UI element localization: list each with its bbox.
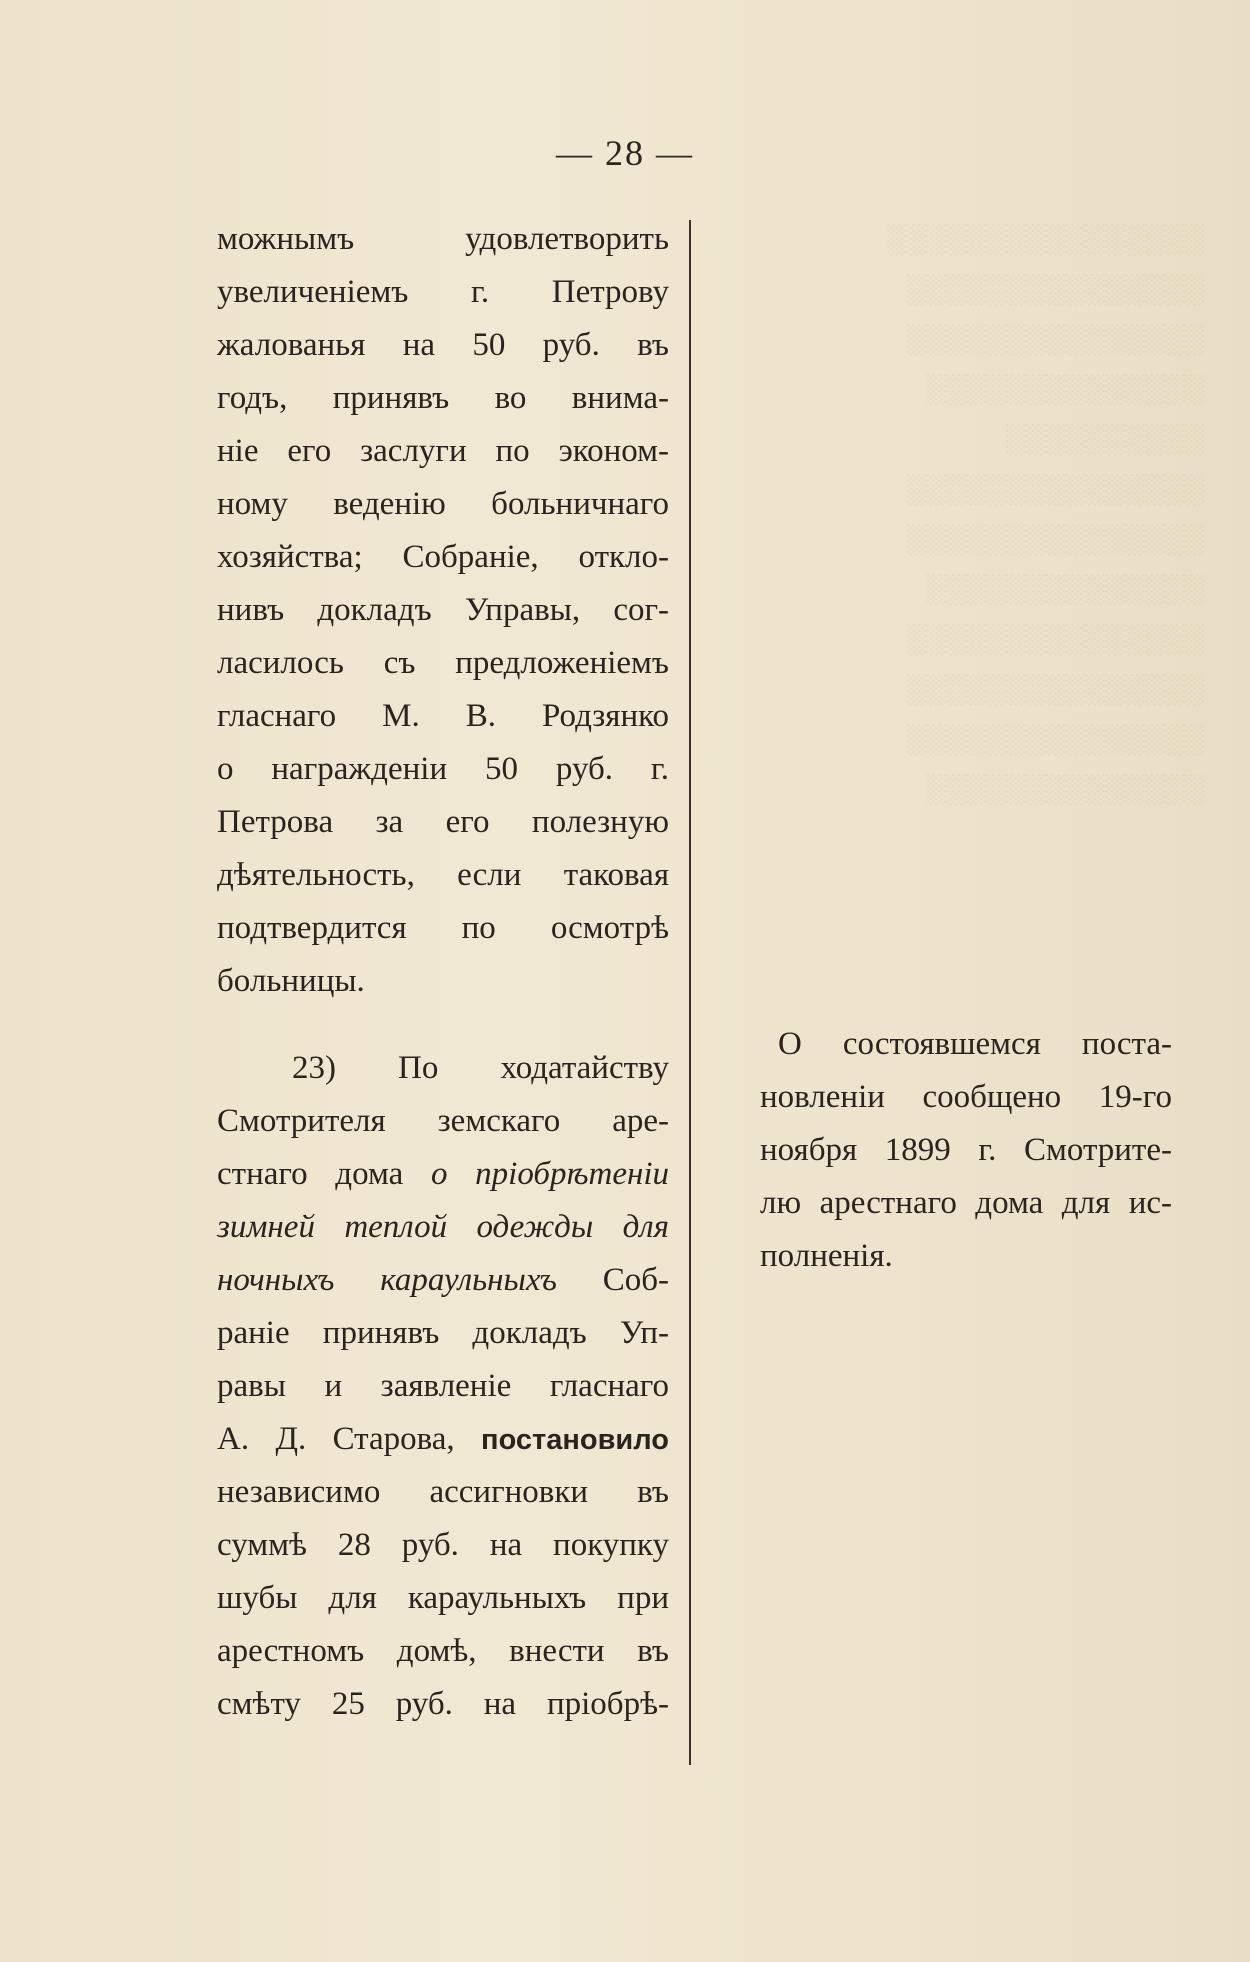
left-column (217, 213, 669, 1731)
text-line: нивъ докладъ Управы, сог- (217, 592, 669, 628)
text-line: смѣту 25 руб. на пріобрѣ- (217, 1686, 669, 1722)
text-line: суммѣ 28 руб. на покупку (217, 1527, 669, 1563)
italic-segment: ночныхъ караульныхъ (217, 1262, 557, 1298)
text-line: ніе его заслуги по эконом- (217, 433, 669, 469)
text-line: можнымъ удовлетворить (217, 221, 669, 257)
text-segment: Соб- (556, 1262, 669, 1298)
text-line: арестномъ домѣ, внести въ (217, 1633, 669, 1669)
text-line: равы и заявленіе гласнаго (217, 1368, 669, 1404)
text-line (217, 1413, 669, 1466)
text-segment: стнаго дома (217, 1156, 431, 1192)
text-line: ласилось съ предложеніемъ (217, 645, 669, 681)
text-line (217, 1148, 669, 1201)
text-line: дѣятельность, если таковая (217, 857, 669, 893)
text-line: жалованья на 50 руб. въ (217, 327, 669, 363)
text-line: О состоявшемся поста- (778, 1026, 1172, 1062)
text-line: больницы. (217, 963, 365, 999)
text-line: раніе принявъ докладъ Уп- (217, 1315, 669, 1351)
text-line: ному веденію больничнаго (217, 486, 669, 522)
text-line: 23) По ходатайству (292, 1050, 669, 1086)
column-divider (689, 220, 691, 1765)
text-line: независимо ассигновки въ (217, 1474, 669, 1510)
bleed-through-text: ░░░░░░░░░░░░░░░░ ░░░░░░░░░░░░░░░ ░░░░░░░░░░░░░░░ ░░░░░░░░░░░░░░ ░░░░░░░░░░ ░░░░░░░░░░░░░░░ ░░░░░░░░░░░░░░░ ░░░░░░░░░░░░░░ ░░░░░░░░░░░░░░░ ░░░░░░░░░░░░░░░ ░░░░░░░░░░░░░░░ ░░░░░░░░░░░░░░ (887, 224, 1205, 805)
italic-line: зимней теплой одежды для (217, 1209, 669, 1245)
text-line: о награжденіи 50 руб. г. (217, 751, 669, 787)
right-column (760, 1018, 1172, 1283)
italic-segment: о пріобрѣтеніи (430, 1156, 670, 1192)
text-line: годъ, принявъ во внима- (217, 380, 669, 416)
text-line: подтвердится по осмотрѣ (217, 910, 669, 946)
text-line: новленіи сообщено 19-го (760, 1079, 1172, 1115)
paragraph-gap (217, 1008, 669, 1042)
text-line: лю арестнаго дома для ис- (760, 1185, 1172, 1221)
text-line: гласнаго М. В. Родзянко (217, 698, 669, 734)
text-line: Смотрителя земскаго аре- (217, 1103, 669, 1139)
text-line: полненія. (760, 1238, 893, 1274)
text-line: шубы для караульныхъ при (217, 1580, 669, 1616)
text-line: увеличеніемъ г. Петрову (217, 274, 669, 310)
page-number: — 28 — (556, 133, 694, 173)
text-segment: А. Д. Старова, (217, 1421, 482, 1457)
text-line: Петрова за его полезную (217, 804, 669, 840)
text-line (217, 1254, 669, 1307)
text-line: ноября 1899 г. Смотрите- (760, 1132, 1172, 1168)
text-line: хозяйства; Собраніе, откло- (217, 539, 669, 575)
bold-segment: постановило (481, 1424, 669, 1456)
